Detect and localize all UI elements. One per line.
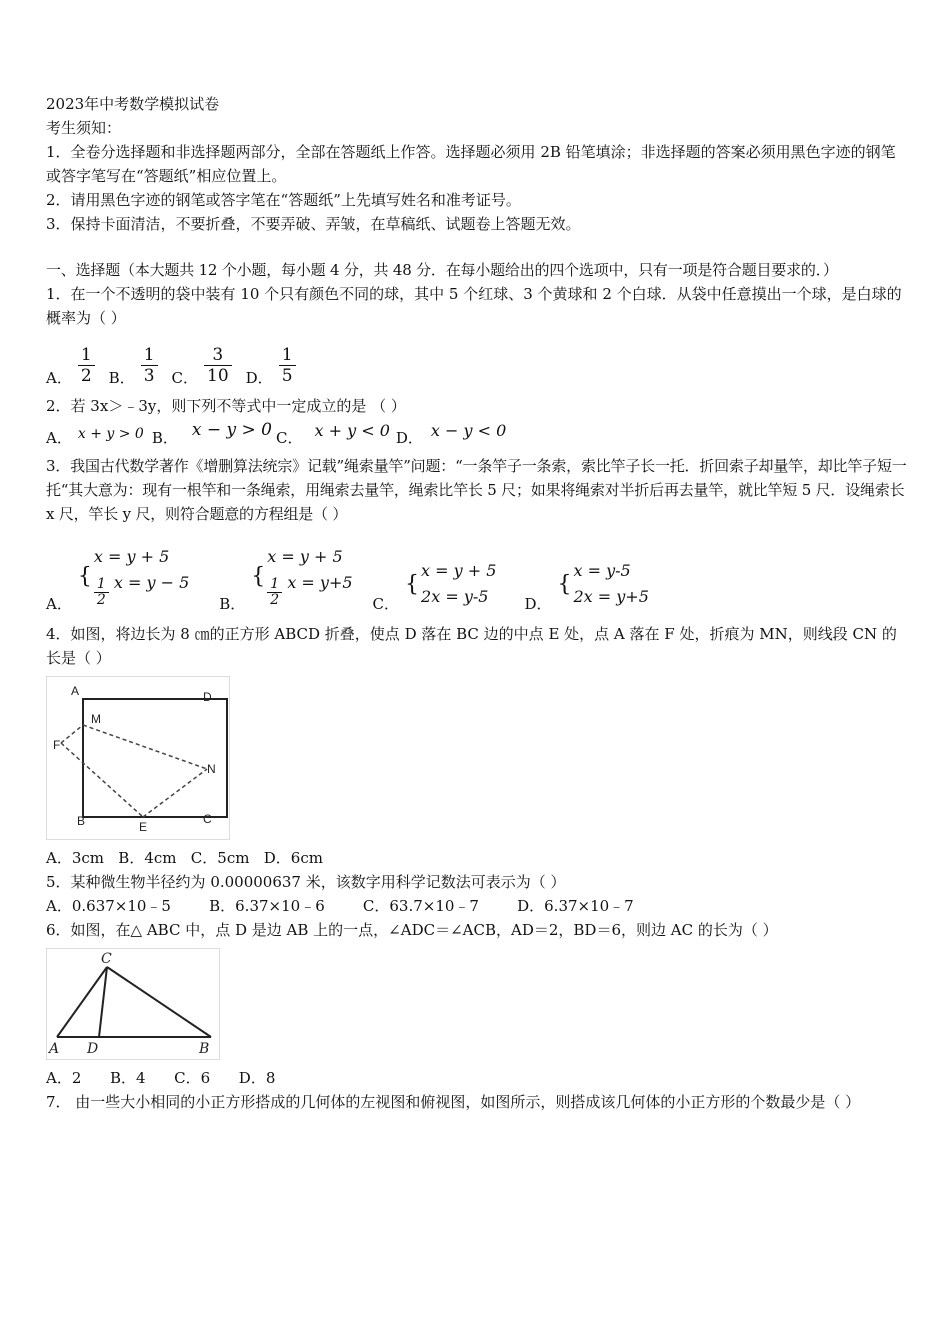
notice-item-1: 1．全卷分选择题和非选择题两部分，全部在答题纸上作答。选择题必须用 2B 铅笔填涂；非选择题的答案必须用黑色字迹的钢笔或答字笔写在“答题纸”相应位置上。 (46, 143, 896, 185)
question-6-options[interactable]: A．2 B．4 C．6 D．8 (46, 1069, 276, 1087)
equation-system: { x = y + 5 2x = y-5 (405, 561, 497, 606)
option-label: C． (171, 369, 199, 387)
q3-option-a[interactable]: A． { x = y + 5 $\frac{1}{2}$ x = y − 5 (46, 550, 189, 614)
label-b: B (199, 1041, 210, 1057)
label-m: M (91, 712, 101, 726)
label-c: C (203, 812, 212, 826)
label-d: D (87, 1041, 99, 1057)
q3-option-d[interactable]: D． { x = y-5 2x = y+5 (524, 562, 648, 614)
question-6-stem: 6．如图，在△ ABC 中，点 D 是边 AB 上的一点，∠ADC＝∠ACB，AD＝2，BD＝6，则边 AC 的长为（ ） (46, 921, 778, 939)
q3-option-c[interactable]: C． { x = y + 5 2x = y-5 (373, 562, 497, 614)
exam-title: 2023年中考数学模拟试卷 (46, 95, 220, 113)
label-n: N (207, 762, 216, 776)
q2-option-a[interactable]: A． x + y > 0 (46, 426, 144, 447)
question-4-stem: 4．如图，将边长为 8 ㎝的正方形 ABCD 折叠，使点 D 落在 BC 边的中点 E 处，点 A 落在 F 处，折痕为 MN，则线段 CN 的长是（ ） (46, 625, 897, 667)
fraction: $\frac{1}{3}$ (141, 345, 158, 386)
fraction: $\frac{1}{5}$ (279, 345, 296, 386)
notice-item-3: 3．保持卡面清洁，不要折叠，不要弄破、弄皱，在草稿纸、试题卷上答题无效。 (46, 215, 581, 233)
question-4-figure (46, 676, 230, 840)
equation-system: { x = y-5 2x = y+5 (557, 561, 649, 606)
equation-system: { x = y + 5 $\frac{1}{2}$ x = y+5 (251, 547, 353, 608)
q2-option-d[interactable]: D． x − y < 0 (395, 421, 507, 447)
question-2-stem: 2．若 3x＞﹣3y，则下列不等式中一定成立的是 （ ） (46, 397, 406, 415)
label-a: A (49, 1041, 60, 1057)
q1-option-c[interactable] (172, 345, 232, 388)
exam-page (46, 92, 908, 1114)
section-heading: 一、选择题（本大题共 12 个小题，每小题 4 分，共 48 分．在每小题给出的四个选项中，只有一项是符合题目要求的．） (46, 261, 838, 279)
option-label: B． (108, 369, 135, 387)
label-a: A (71, 684, 80, 698)
q2-option-b[interactable]: B． x − y > 0 (151, 420, 272, 447)
triangle-diagram (47, 949, 219, 1059)
equation-system: { x = y + 5 $\frac{1}{2}$ x = y − 5 (77, 547, 190, 608)
option-label: A． (46, 369, 72, 387)
q2-option-c[interactable]: C． x + y < 0 (275, 421, 390, 447)
notice-title: 考生须知： (46, 119, 122, 137)
question-6-figure (46, 948, 220, 1060)
question-5-options[interactable]: A．0.637×10﹣5 B．6.37×10﹣6 C．63.7×10﹣7 D．6.37×10﹣7 (46, 897, 634, 915)
q1-option-d[interactable] (246, 345, 296, 388)
question-1-options (46, 332, 908, 388)
folded-square-diagram (47, 677, 229, 839)
question-4-options[interactable]: A．3cm B．4cm C．5cm D．6cm (46, 849, 323, 867)
label-d: D (203, 690, 212, 704)
notice-item-2: 2．请用黑色字迹的钢笔或答字笔在“答题纸”上先填写姓名和准考证号。 (46, 191, 521, 209)
option-label: D． (245, 369, 273, 387)
question-2-options (46, 418, 908, 448)
question-1-stem: 1．在一个不透明的袋中装有 10 个只有颜色不同的球，其中 5 个红球、3 个黄球和 2 个白球．从袋中任意摸出一个球，是白球的概率为（ ） (46, 285, 902, 327)
label-f: F (53, 738, 61, 752)
label-e: E (139, 820, 148, 834)
question-7-stem: 7． 由一些大小相同的小正方形搭成的几何体的左视图和俯视图，如图所示，则搭成该几何体的小正方形的个数最少是（ ） (46, 1093, 861, 1111)
q3-option-b[interactable]: B． { x = y + 5 $\frac{1}{2}$ x = y+5 (219, 550, 352, 614)
label-c: C (101, 951, 112, 967)
question-5-stem: 5．某种微生物半径约为 0.00000637 米，该数字用科学记数法可表示为（ ） (46, 873, 566, 891)
question-3-options (46, 530, 908, 614)
q1-option-b[interactable] (109, 345, 158, 388)
label-b: B (77, 814, 86, 828)
question-3-stem: 3．我国古代数学著作《增删算法统宗》记载”绳索量竿”问题：“一条竿子一条索，索比竿子长一托．折回索子却量竿，却比竿子短一托“其大意为：现有一根竿和一条绳索，用绳索去量竿，绳索比竿长 5 尺；如果将绳索对半折后再去量竿，就比竿短 5 尺．设绳索长 x 尺，竿长 y 尺，则符合题意的方程组是（ ） (46, 457, 907, 523)
q1-option-a[interactable] (46, 345, 95, 388)
fraction: $\frac{3}{10}$ (204, 345, 232, 386)
fraction: $\frac{1}{2}$ (78, 345, 95, 386)
